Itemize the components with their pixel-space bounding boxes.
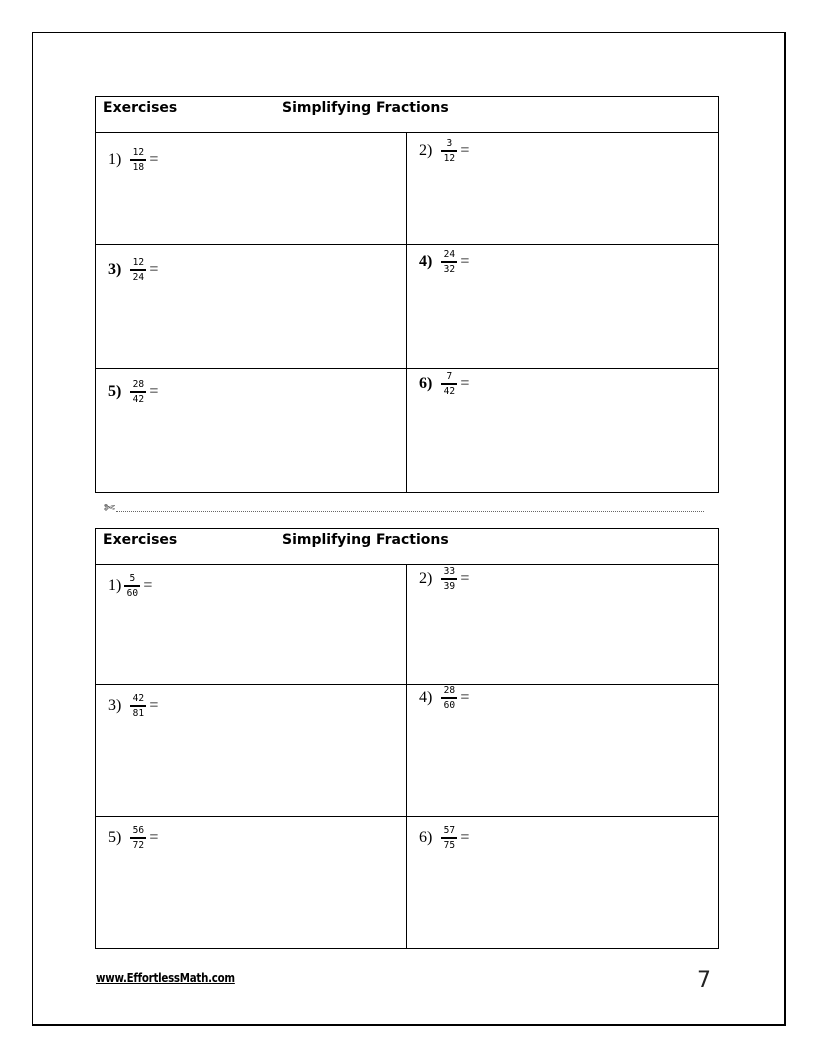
numerator: 3	[446, 138, 453, 149]
problem-number: 1)	[108, 150, 122, 168]
worksheet-label: Exercises	[103, 532, 178, 548]
problem-number: 5)	[108, 828, 122, 846]
numerator: 24	[443, 249, 456, 260]
fraction	[130, 693, 146, 719]
denominator: 60	[443, 699, 456, 711]
equals-sign: =	[149, 696, 159, 714]
fraction-bar	[130, 269, 146, 271]
cut-line	[104, 500, 704, 516]
equals-sign: =	[149, 260, 159, 278]
denominator: 12	[443, 152, 456, 164]
fraction-bar	[441, 383, 457, 385]
fraction-bar	[130, 837, 146, 839]
numerator: 7	[446, 371, 453, 382]
fraction-bar	[441, 697, 457, 699]
problem-row	[96, 369, 718, 492]
problem-number: 4)	[419, 688, 433, 706]
equals-sign: =	[143, 576, 153, 594]
denominator: 42	[132, 393, 145, 405]
fraction-bar	[130, 391, 146, 393]
fraction	[130, 379, 146, 405]
fraction	[441, 371, 457, 397]
problem-row	[96, 133, 718, 245]
problem-row	[96, 817, 718, 948]
dotted-cut-line	[116, 511, 704, 512]
page-number: 7	[697, 968, 711, 993]
footer-website-link[interactable]: www.EffortlessMath.com	[96, 970, 235, 985]
denominator: 75	[443, 839, 456, 851]
worksheet-title: Simplifying Fractions	[282, 532, 449, 548]
fraction-bar	[130, 705, 146, 707]
fraction	[130, 147, 146, 173]
fraction-bar	[130, 159, 146, 161]
problem-number: 2)	[419, 569, 433, 587]
fraction	[130, 257, 146, 283]
equals-sign: =	[460, 688, 470, 706]
problem-cell-3[interactable]	[96, 685, 407, 816]
problem-cell-4[interactable]	[407, 685, 718, 816]
problem-cell-5[interactable]	[96, 817, 407, 948]
numerator: 33	[443, 566, 456, 577]
problem-row	[96, 685, 718, 817]
equals-sign: =	[460, 252, 470, 270]
equals-sign: =	[149, 150, 159, 168]
numerator: 12	[132, 147, 145, 158]
denominator: 24	[132, 271, 145, 283]
fraction	[441, 138, 457, 164]
problem-row	[96, 245, 718, 369]
equals-sign: =	[149, 382, 159, 400]
problem-row	[96, 565, 718, 685]
denominator: 81	[132, 707, 145, 719]
fraction	[441, 249, 457, 275]
numerator: 5	[129, 573, 136, 584]
fraction-bar	[441, 837, 457, 839]
problem-cell-6[interactable]	[407, 369, 718, 492]
problem-number: 6)	[419, 828, 433, 846]
denominator: 18	[132, 161, 145, 173]
problem-cell-1[interactable]	[96, 133, 407, 244]
problem-cell-4[interactable]	[407, 245, 718, 368]
numerator: 28	[132, 379, 145, 390]
equals-sign: =	[460, 828, 470, 846]
problem-number: 3)	[108, 260, 122, 278]
fraction	[441, 825, 457, 851]
problem-number: 6)	[419, 374, 433, 392]
problem-number: 1)	[108, 576, 122, 594]
problem-cell-2[interactable]	[407, 565, 718, 684]
problem-number: 2)	[419, 141, 433, 159]
fraction	[441, 685, 457, 711]
worksheet-title: Simplifying Fractions	[282, 100, 449, 116]
problem-cell-6[interactable]	[407, 817, 718, 948]
equals-sign: =	[149, 828, 159, 846]
numerator: 42	[132, 693, 145, 704]
fraction-bar	[441, 150, 457, 152]
fraction	[130, 825, 146, 851]
problem-cell-3[interactable]	[96, 245, 407, 368]
scissors-icon: ✄	[104, 500, 115, 516]
denominator: 32	[443, 263, 456, 275]
numerator: 12	[132, 257, 145, 268]
worksheet-2	[95, 528, 719, 949]
worksheet-header	[96, 97, 718, 133]
problem-cell-1[interactable]	[96, 565, 407, 684]
fraction-bar	[441, 578, 457, 580]
worksheet-header	[96, 529, 718, 565]
equals-sign: =	[460, 569, 470, 587]
fraction-bar	[124, 585, 140, 587]
problem-number: 3)	[108, 696, 122, 714]
fraction	[441, 566, 457, 592]
denominator: 42	[443, 385, 456, 397]
denominator: 39	[443, 580, 456, 592]
fraction	[124, 573, 140, 599]
denominator: 60	[126, 587, 139, 599]
worksheet-1	[95, 96, 719, 493]
fraction-bar	[441, 261, 457, 263]
numerator: 56	[132, 825, 145, 836]
denominator: 72	[132, 839, 145, 851]
problem-number: 5)	[108, 382, 122, 400]
equals-sign: =	[460, 141, 470, 159]
problem-cell-5[interactable]	[96, 369, 407, 492]
problem-number: 4)	[419, 252, 433, 270]
numerator: 28	[443, 685, 456, 696]
numerator: 57	[443, 825, 456, 836]
worksheet-label: Exercises	[103, 100, 178, 116]
problem-cell-2[interactable]	[407, 133, 718, 244]
equals-sign: =	[460, 374, 470, 392]
